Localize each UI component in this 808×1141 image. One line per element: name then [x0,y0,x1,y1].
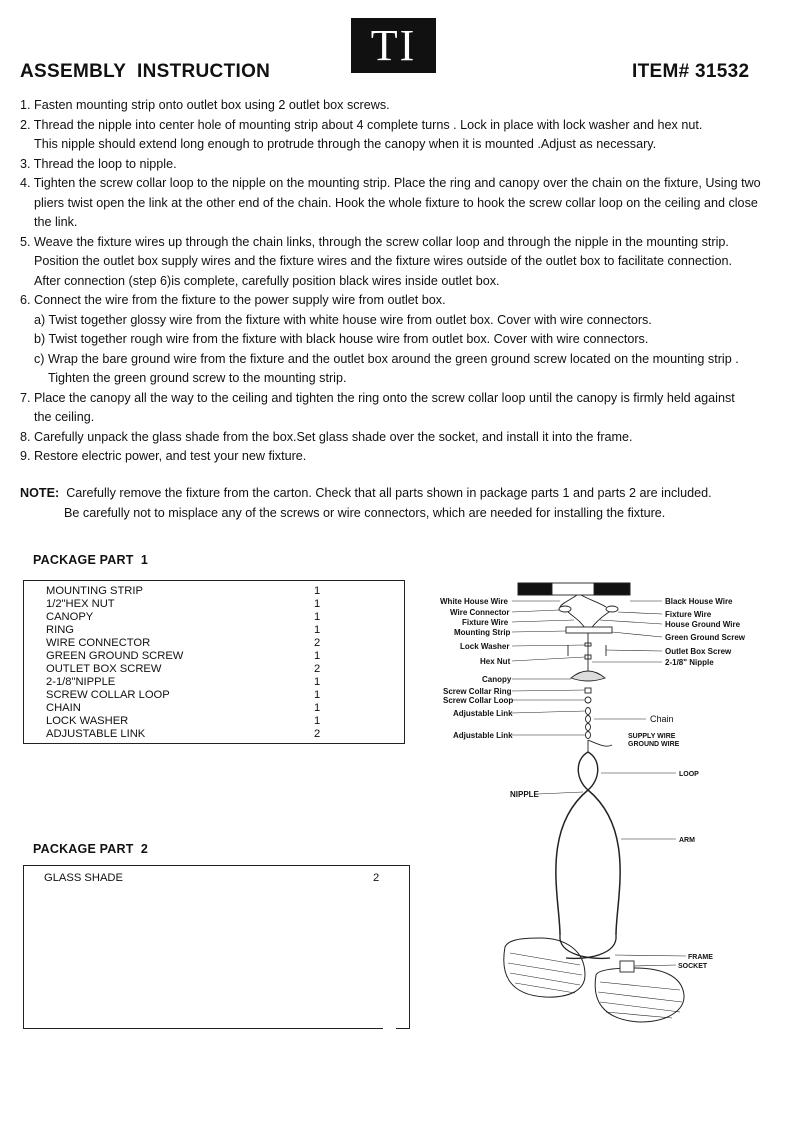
item-number: ITEM# 31532 [632,61,750,82]
loop-shape [578,752,598,790]
list-item: CHAIN [46,702,81,714]
step-line: 4. Tighten the screw collar loop to the nipple on the mounting strip. Place the ring and canopy over the chain on the fixture, Using two [20,176,761,190]
list-item-qty: 1 [314,624,321,636]
brand-logo [351,18,436,73]
socket-shape [620,961,634,972]
leader-line [512,690,585,691]
step-line: pliers twist open the link at the other end of the chain. Hook the whole fixture to hook the screw collar loop on the ceiling and close [34,195,758,210]
list-item-qty: 1 [314,611,321,623]
list-item: CANOPY [46,611,94,623]
instruction-steps [20,96,800,467]
glass-shade-shape [504,938,585,997]
adjustable-link-shape [586,708,591,715]
diagram-label: White House Wire [440,597,508,606]
diagram-label: Adjustable Link [453,709,513,718]
note-line-1: Carefully remove the fixture from the carton. Check that all parts shown in package parts 1 and parts 2 are included. [66,486,712,500]
list-item: RING [46,624,74,636]
step-line: Position the outlet box supply wires and the fixture wires and the fixture wires outside of the outlet box to facilitate connection. [34,254,732,268]
list-item: MOUNTING STRIP [46,585,143,597]
list-item: LOCK WASHER [46,715,129,727]
step-line: Tighten the green ground screw to the mounting strip. [48,371,347,385]
list-item-qty: 2 [314,663,321,675]
mounting-strip-shape [566,627,612,633]
list-item: 1/2"HEX NUT [46,598,115,610]
leader-line [538,792,583,794]
diagram-label: Adjustable Link [453,731,513,740]
diagram-label: FRAME [688,954,713,961]
diagram-label: Wire Connector [450,608,510,617]
list-item: OUTLET BOX SCREW [46,663,162,675]
list-item: SCREW COLLAR LOOP [46,689,170,701]
step-line: 5. Weave the fixture wires up through the chain links, through the screw collar loop and through the nipple in the mounting strip. [20,234,729,249]
step-line: 6. Connect the wire from the fixture to the power supply wire from outlet box. [20,293,446,307]
package-part-2-list [23,865,410,1029]
screw-collar-loop-shape [585,697,591,703]
arm-shape [588,790,620,935]
ceiling-block [518,583,552,595]
logo-text: TI [370,21,417,70]
diagram-label: Black House Wire [665,597,733,606]
list-item-qty: 1 [314,702,321,714]
supply-wire-line [588,740,612,746]
note-label: NOTE: [20,486,60,500]
screw-collar-ring-shape [585,688,591,693]
list-item: 2-1/8"NIPPLE [46,676,116,688]
list-item: GREEN GROUND SCREW [46,650,184,662]
note [20,484,800,523]
list-item-qty: 2 [314,637,321,649]
step-line: a) Twist together glossy wire from the fixture with white house wire from outlet box. Cover with wire connectors. [34,312,652,327]
list-item: ADJUSTABLE LINK [46,728,146,740]
arm-shape [556,790,588,935]
list-item-qty: 1 [314,689,321,701]
diagram-label: Canopy [482,675,512,684]
frame-shape [566,935,616,958]
leader-line [512,657,585,661]
diagram-label: Lock Washer [460,642,510,651]
leader-line [615,955,686,956]
glass-shade-shape [598,982,682,1018]
glass-shade-shape [595,968,684,1022]
list-item-qty: 2 [314,728,321,740]
leader-line [512,631,566,632]
page-title: ASSEMBLY INSTRUCTION [20,61,271,82]
package-part-1-list [23,580,405,744]
step-line: the ceiling. [34,410,95,424]
package-part-1-heading: PACKAGE PART 1 [33,553,149,567]
wire-connector-shape [559,606,571,612]
chain-link-shape [586,724,591,731]
list-item-qty: 1 [314,650,321,662]
house-wire-line [560,595,577,607]
leader-line [512,711,585,713]
diagram-label: Fixture Wire [665,610,712,619]
diagram-label: SUPPLY WIRE [628,733,676,740]
diagram-label: Fixture Wire [462,618,509,627]
diagram-label: Outlet Box Screw [665,647,732,656]
diagram-label: Screw Collar Ring [443,687,512,696]
step-line: 8. Carefully unpack the glass shade from the box.Set glass shade over the socket, and install it into the frame. [20,429,633,444]
diagram-label: Hex Nut [480,657,511,666]
diagram-label: SOCKET [678,963,708,970]
step-line: This nipple should extend long enough to protrude through the canopy when it is mounted .Adjust as necessary. [34,137,657,151]
step-line: 7. Place the canopy all the way to the ceiling and tighten the ring onto the screw collar loop until the canopy is firmly held against [20,390,735,405]
list-item-qty: 2 [373,872,380,884]
leader-line [512,620,574,622]
canopy-shape [571,671,605,681]
leader-line [618,612,662,614]
step-line: 1. Fasten mounting strip onto outlet box using 2 outlet box screws. [20,98,390,112]
note-line-2: Be carefully not to misplace any of the screws or wire connectors, which are needed for installing the fixture. [64,505,666,520]
list-item: GLASS SHADE [44,872,123,884]
step-line: After connection (step 6)is complete, carefully position black wires inside outlet box. [34,273,500,288]
diagram-label: House Ground Wire [665,620,741,629]
diagram-label: Chain [650,714,674,724]
diagram-label: NIPPLE [510,790,539,799]
list-item-qty: 1 [314,676,321,688]
step-line: b) Twist together rough wire from the fixture with black house wire from outlet box. Cover with wire connectors. [34,332,649,346]
list-item-qty: 1 [314,715,321,727]
list-item-qty: 1 [314,585,321,597]
step-line: 2. Thread the nipple into center hole of mounting strip about 4 complete turns . Lock in place with lock washer and hex nut. [20,117,703,132]
diagram-label: GROUND WIRE [628,741,680,748]
fixture-diagram [420,575,805,1035]
leader-line [606,650,662,651]
divider [396,1028,410,1029]
adjustable-link-shape [586,732,591,739]
step-line: 9. Restore electric power, and test your new fixture. [20,449,307,463]
diagram-label: Screw Collar Loop [443,696,514,705]
frame-shape [560,935,610,958]
step-line: c) Wrap the bare ground wire from the fixture and the outlet box around the green ground screw located on the mounting strip . [34,351,739,366]
list-item: WIRE CONNECTOR [46,637,151,649]
list-item-qty: 1 [314,598,321,610]
step-line: 3. Thread the loop to nipple. [20,156,177,171]
step-line: the link. [34,215,78,229]
divider [23,1028,383,1029]
diagram-label: Mounting Strip [454,628,511,637]
chain-link-shape [586,716,591,723]
wire-connector-shape [606,606,618,612]
diagram-label: ARM [679,837,695,844]
package-part-2-heading: PACKAGE PART 2 [33,842,149,856]
leader-line [600,620,662,624]
leader-line [634,965,676,966]
house-wire-line [581,595,606,607]
diagram-label: 2-1/8" Nipple [665,658,714,667]
diagram-label: Green Ground Screw [665,633,746,642]
leader-line [612,632,662,637]
leader-line [512,645,585,646]
leader-line [512,610,559,612]
ceiling-block [594,583,630,595]
diagram-label: LOOP [679,771,699,778]
